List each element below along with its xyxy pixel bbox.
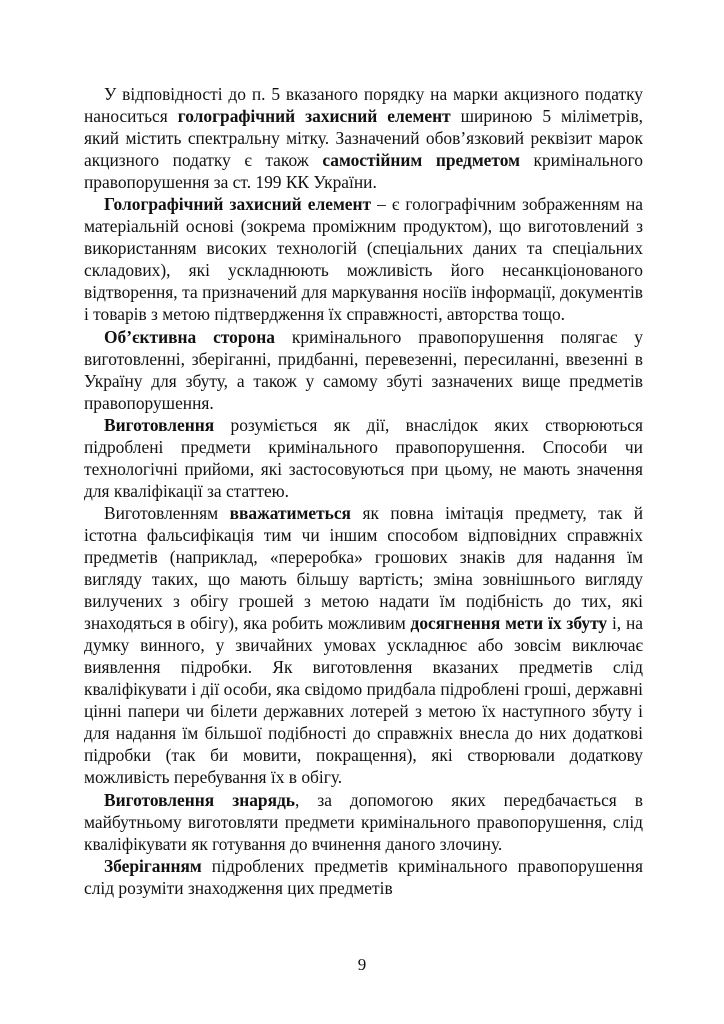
bold-term: Об’єктивна сторона: [104, 326, 275, 347]
text-segment: У відповідності до п. 5 вказаного порядку на марки акцизного податку наноситься: [84, 84, 643, 127]
bold-term: Голографічний захисний елемент: [104, 194, 372, 215]
bold-term: Виготовлення знарядь: [104, 789, 295, 810]
paragraph-7: [84, 855, 643, 899]
text-segment: Виготовленням: [104, 502, 230, 523]
paragraph-4: [84, 414, 643, 502]
document-body: [84, 83, 643, 899]
text-segment: як повна імітація предмету, так й істотна фальсифікація тим чи іншим способом відповідних справжніх предметів (наприклад, «переробка» грошових знаків для надання їм вигляду таких, що мають більшу вартість; зміна зовнішнього вигляду вилучених з обігу грошей з метою надати їм подібність до тих, які знаходяться в обігу), яка робить можливим: [84, 502, 643, 634]
paragraph-1: [84, 83, 643, 193]
bold-term: самостійним предметом: [322, 150, 520, 171]
paragraph-6: [84, 789, 643, 855]
text-segment: розуміється як дії, внаслідок яких створюються підроблені предмети кримінального правопорушення. Способи чи технологічні прийоми, які застосовуються при цьому, не мають значення для кваліфікації за статтею.: [84, 414, 643, 501]
paragraph-5: [84, 502, 643, 789]
bold-term: голографічний захисний елемент: [177, 106, 451, 127]
paragraph-3: [84, 326, 643, 414]
text-segment: кримінального правопорушення за ст. 199 КК України.: [84, 150, 643, 193]
text-segment: – є голографічним зображенням на матеріальній основі (зокрема проміжним продуктом), що виготовлений з використанням високих технологій (спеціальних даних та спеціальних складових), які ускладнюють можливість його несанкціонованого відтворення, та призначений для маркування носіїв інформації, документів і товарів з метою підтвердження їх справжності, авторства тощо.: [84, 194, 643, 325]
text-segment: , за допомогою яких передбачається в майбутньому виготовляти предмети кримінального правопорушення, слід кваліфікувати як готування до вчинення даного злочину.: [84, 789, 643, 854]
bold-term: вважатиметься: [229, 502, 351, 523]
text-segment: і, на думку винного, у звичайних умовах ускладнює або зовсім виключає виявлення підробки. Як виготовлення вказаних предметів слід кваліфікувати і дії особи, яка свідомо придбала підроблені гроші, державні цінні папери чи білети державних лотерей з метою їх наступного збуту і для надання їм більшої подібності до справжніх внесла до них додаткові підробки (так би мовити, покращення), які створювали додаткову можливість перебування їх в обігу.: [84, 613, 643, 788]
text-segment: підроблених предметів кримінального правопорушення слід розуміти знаходження цих предметів: [84, 855, 643, 898]
paragraph-2: [84, 193, 643, 325]
page-number: 9: [357, 955, 367, 974]
text-segment: шириною 5 міліметрів, який містить спектральну мітку. Зазначений обов’язковий реквізит марок акцизного податку є також: [84, 106, 644, 171]
bold-term: досягнення мети їх збуту: [410, 613, 608, 634]
bold-term: Виготовлення: [104, 414, 215, 435]
bold-term: Зберіганням: [104, 855, 202, 876]
text-segment: кримінального правопорушення полягає у виготовленні, зберіганні, придбанні, перевезенні, пересиланні, ввезенні в Україну для збуту, а також у самому збуті зазначених вище предметів правопорушення.: [84, 326, 643, 413]
